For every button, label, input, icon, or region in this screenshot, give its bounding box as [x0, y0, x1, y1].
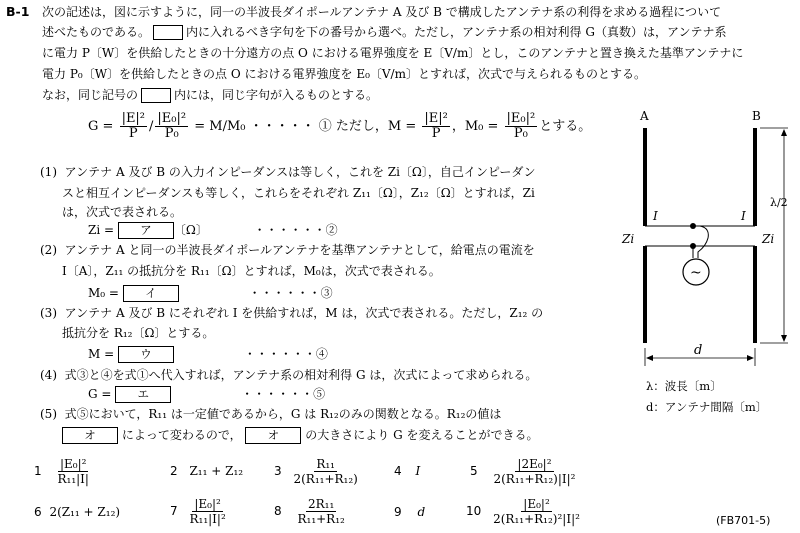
formula-end: とする。	[539, 119, 592, 134]
item-label: (1)	[40, 165, 57, 179]
item-2-line-2: I〔A〕，Z₁₁ の抵抗分を R₁₁〔Ω〕とすれば，M₀は，次式で表される。	[62, 264, 441, 278]
frac-num: |E|²	[121, 111, 146, 126]
intro-line-5: 電力 P₀〔W〕を供給したときの点 O における電界強度を E₀〔V/m〕とすれば，次式で与えられるものとする。	[42, 67, 646, 81]
d-label: d	[694, 343, 703, 358]
option-7	[170, 497, 230, 526]
blank-i: イ	[123, 285, 179, 302]
antenna-b-label: B	[752, 109, 761, 123]
formula-frac-2	[155, 112, 188, 141]
frac-num: |2E₀|²	[517, 457, 552, 471]
option-frac	[55, 457, 90, 486]
blank-e: エ	[115, 386, 171, 403]
frac-den: R₁₁|I|	[57, 472, 89, 486]
option-frac	[291, 457, 359, 486]
formula-tail: ，M₀ =	[451, 119, 499, 134]
eq-dots: ・・・・・・⑤	[241, 387, 326, 401]
eq-tail: 〔Ω〕	[173, 223, 208, 237]
blank-u: ウ	[118, 346, 174, 363]
option-number: 10	[466, 504, 482, 518]
item-1-equation	[88, 221, 338, 239]
option-4	[394, 464, 420, 478]
item-text: の大きさにより G を変えることができる。	[305, 428, 539, 442]
frac-den: P	[128, 126, 138, 141]
blank-box	[153, 25, 183, 40]
formula-frac-1	[120, 112, 147, 141]
option-8	[274, 497, 349, 526]
option-number: 5	[470, 464, 478, 478]
item-text: アンテナ A 及び B にそれぞれ I を供給すれば，M は，次式で表される。ただし，Z₁₂ の	[64, 306, 544, 320]
option-number: 8	[274, 504, 282, 518]
frac-den: 2(R₁₁+R₁₂)|I|²	[493, 472, 576, 486]
item-1-line-1	[40, 163, 536, 181]
item-text: アンテナ A と同一の半波長ダイポールアンテナを基準アンテナとして，給電点の電流を	[64, 243, 535, 257]
formula-lhs: G =	[88, 119, 114, 134]
option-number: 1	[34, 464, 42, 478]
antenna-figure	[620, 108, 800, 438]
option-3	[274, 457, 362, 486]
current-label-right: I	[741, 209, 746, 223]
item-2-equation	[88, 284, 333, 302]
option-frac	[491, 457, 577, 486]
question-number: B-1	[6, 4, 30, 19]
item-3-line-2: 抵抗分を R₁₂〔Ω〕とする。	[62, 326, 215, 340]
option-6	[34, 505, 120, 519]
item-3-line-1	[40, 304, 543, 322]
impedance-label-left: Zi	[622, 232, 635, 246]
intro-line-3-text: 内に入れるべき字句を下の番号から選べ。ただし，アンテナ系の相対利得 G（真数）は，アンテナ系	[186, 25, 727, 39]
option-frac	[295, 497, 346, 526]
frac-den: P₀	[513, 126, 528, 141]
item-text: 式⑤において，R₁₁ は一定値であるから，G は R₁₂のみの関数となる。R₁₂の値は	[64, 407, 502, 421]
frac-num: |E₀|²	[157, 111, 187, 126]
legend-d: d：アンテナ間隔〔m〕	[646, 400, 768, 414]
item-label: (3)	[40, 306, 57, 320]
arrow-head-icon	[781, 335, 787, 342]
intro-line-2	[42, 23, 726, 41]
frac-num: |E|²	[424, 111, 448, 126]
frac-num: |E₀|²	[523, 497, 550, 511]
blank-o: オ	[62, 427, 118, 444]
blank-box	[141, 88, 171, 103]
eq-lhs: M₀ =	[88, 286, 119, 300]
antenna-a-label: A	[640, 109, 649, 123]
arrow-head-icon	[646, 355, 653, 361]
item-5-line-1	[40, 405, 501, 423]
arrow-head-icon	[781, 129, 787, 136]
item-2-line-1	[40, 241, 535, 259]
option-number: 7	[170, 504, 178, 518]
ac-source-symbol: ~	[690, 265, 702, 281]
impedance-label-right: Zi	[762, 232, 775, 246]
intro-line-7-text: 内には，同じ字句が入るものとする。	[174, 88, 379, 102]
option-text: 2(Z₁₁ + Z₁₂)	[49, 505, 121, 519]
lambda-half-label: λ/2	[770, 196, 788, 209]
frac-den: 2(R₁₁+R₁₂)	[293, 472, 358, 486]
intro-line-4: に電力 P〔W〕を供給したときの十分遠方の点 O における電界強度を E〔V/m〕とし，このアンテナと置き換えた基準アンテナに	[42, 46, 744, 60]
intro-line-2-text: 述べたものである。	[42, 25, 151, 39]
frac-num: |E₀|²	[59, 457, 87, 471]
intro-line-6-text: なお，同じ記号の	[42, 88, 139, 102]
item-1-line-2: スと相互インピーダンスも等しく，これらをそれぞれ Z₁₁〔Ω〕，Z₁₂〔Ω〕とすれば，Zi	[62, 186, 535, 200]
item-label: (5)	[40, 407, 57, 421]
current-label-left: I	[653, 209, 658, 223]
option-2	[170, 464, 243, 478]
option-text: I	[415, 464, 421, 478]
item-4-equation	[88, 385, 325, 403]
item-4-line-1	[40, 366, 537, 384]
frac-num: |E₀|²	[194, 497, 221, 511]
main-formula: G = $\frac{\text{|E|²}}{P}$ / $\frac{\text{|E₀|²}}{\text{P₀}}$ = M/M₀ ・・・・・ ① ただし，M = $\frac{\text{|E|²}}{P}$ ，M₀ = $\frac{\text{|E₀|²}}{\text{P₀}}$ とする。	[88, 111, 592, 141]
item-1-line-3: は，次式で表される。	[62, 205, 183, 219]
item-5-line-2	[62, 426, 538, 444]
eq-lhs: G =	[88, 387, 112, 401]
option-number: 9	[394, 505, 402, 519]
item-label: (4)	[40, 368, 57, 382]
eq-lhs: Zi =	[88, 223, 115, 237]
question-code: (FB701-5)	[716, 514, 771, 527]
blank-o: オ	[245, 427, 301, 444]
option-5	[470, 457, 579, 486]
item-text: 式③と④を式①へ代入すれば，アンテナ系の相対利得 G は，次式によって求められる。	[64, 368, 538, 382]
frac-den: 2(R₁₁+R₁₂)²|I|²	[493, 512, 580, 526]
formula-frac-3	[422, 112, 449, 141]
item-label: (2)	[40, 243, 57, 257]
option-9	[394, 505, 425, 519]
eq-dots: ・・・・・・④	[243, 347, 328, 361]
legend-lambda: λ：波長〔m〕	[646, 379, 722, 393]
item-text: アンテナ A 及び B の入力インピーダンスは等しく，これを Zi〔Ω〕，自己インピーダン	[64, 165, 536, 179]
option-text: Z₁₁ + Z₁₂	[189, 464, 244, 478]
frac-den: R₁₁+R₁₂	[297, 512, 345, 526]
option-number: 3	[274, 464, 282, 478]
formula-mid: = M/M₀ ・・・・・ ① ただし，M =	[194, 119, 417, 134]
frac-den: R₁₁|I|²	[189, 512, 226, 526]
option-10	[466, 497, 584, 526]
frac-num: R₁₁	[316, 457, 335, 471]
source-wire	[693, 226, 708, 258]
arrow-head-icon	[747, 355, 754, 361]
option-frac	[491, 497, 582, 526]
item-3-equation	[88, 345, 328, 363]
item-text: によって変わるので，	[121, 428, 242, 442]
formula-frac-4	[505, 112, 538, 141]
option-1	[34, 457, 93, 486]
intro-line-6	[42, 86, 378, 104]
eq-dots: ・・・・・・③	[248, 286, 333, 300]
option-text: d	[417, 505, 426, 519]
blank-a: ア	[118, 222, 174, 239]
option-frac	[187, 497, 227, 526]
frac-den: P₀	[164, 126, 179, 141]
option-number: 4	[394, 464, 402, 478]
eq-lhs: M =	[88, 347, 115, 361]
frac-num: 2R₁₁	[308, 497, 335, 511]
frac-den: P	[431, 126, 441, 141]
intro-line-1: 次の記述は，図に示すように，同一の半波長ダイポールアンテナ A 及び B で構成したアンテナ系の利得を求める過程について	[42, 5, 722, 19]
frac-num: |E₀|²	[506, 111, 536, 126]
option-number: 6	[34, 505, 42, 519]
option-number: 2	[170, 464, 178, 478]
eq-dots: ・・・・・・②	[253, 223, 338, 237]
